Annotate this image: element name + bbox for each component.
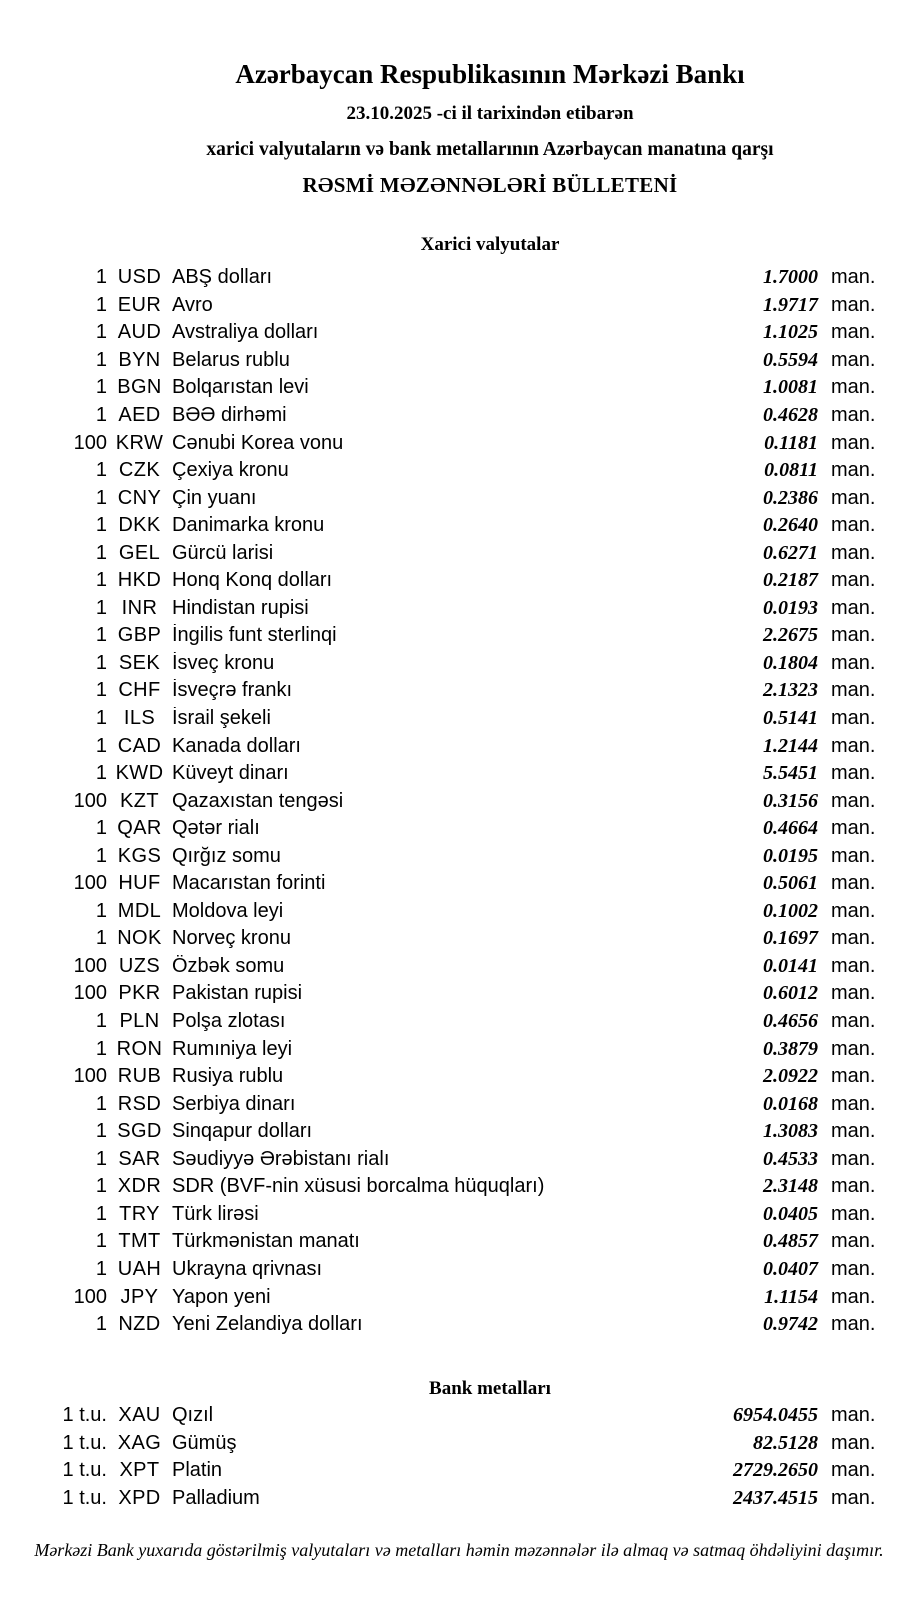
rate-row [0, 484, 881, 512]
currency-name: Kanada dolları [172, 734, 301, 757]
rate-value: 0.2187 [763, 569, 818, 592]
currency-name: Qızıl [172, 1404, 214, 1427]
currency-name: Honq Konq dolları [172, 569, 333, 592]
rate-row [0, 429, 881, 457]
currency-code: XAU [118, 1404, 161, 1427]
quantity-label: 1 [95, 486, 107, 509]
quantity-label: 100 [73, 431, 107, 454]
manat-unit-label: man. [831, 734, 876, 757]
rate-row [0, 1118, 881, 1146]
rate-row [0, 539, 881, 567]
currency-code: NZD [118, 1313, 161, 1336]
quantity-label: 1 [95, 899, 107, 922]
manat-unit-label: man. [831, 789, 876, 812]
manat-unit-label: man. [831, 872, 876, 895]
currency-code: AUD [117, 321, 162, 344]
rate-row [0, 1457, 881, 1485]
quantity-label: 100 [73, 1285, 107, 1308]
rate-row [0, 1283, 881, 1311]
quantity-label: 1 [95, 1230, 107, 1253]
rate-row [0, 980, 881, 1008]
currency-name: Hindistan rupisi [172, 596, 309, 619]
rate-value: 0.1181 [764, 431, 818, 454]
quantity-label: 1 [95, 624, 107, 647]
currency-code: CZK [118, 459, 161, 482]
manat-unit-label: man. [831, 1120, 876, 1143]
currency-name: Yeni Zelandiya dolları [172, 1313, 363, 1336]
rate-value: 5.5451 [763, 762, 818, 785]
rate-value: 0.1002 [763, 899, 818, 922]
rate-row [0, 732, 881, 760]
rate-row [0, 842, 881, 870]
currency-code: XPD [118, 1486, 161, 1509]
rate-row [0, 870, 881, 898]
currency-code: SGD [117, 1120, 162, 1143]
effective-date-line: 23.10.2025 -ci il tarixindən etibarən [346, 103, 634, 124]
rate-row [0, 1146, 881, 1174]
quantity-label: 1 [95, 707, 107, 730]
bulletin-header [62, 58, 918, 198]
manat-unit-label: man. [831, 1285, 876, 1308]
currency-code: SAR [118, 1147, 161, 1170]
rate-value: 0.5061 [763, 872, 818, 895]
currency-name: Pakistan rupisi [172, 982, 303, 1005]
rate-value: 0.4857 [763, 1230, 818, 1253]
quantity-label: 100 [73, 1065, 107, 1088]
quantity-label: 1 [95, 569, 107, 592]
currency-name: ABŞ dolları [172, 266, 273, 289]
manat-unit-label: man. [831, 376, 876, 399]
currency-code: UZS [118, 954, 161, 977]
rate-row [0, 953, 881, 981]
rate-row [0, 1090, 881, 1118]
currency-name: Palladium [172, 1486, 260, 1509]
currency-name: Gümüş [172, 1431, 237, 1454]
official-rates-title: RƏSMİ MƏZƏNNƏLƏRİ BÜLLETENİ [302, 173, 678, 197]
rate-row [0, 1173, 881, 1201]
quantity-label: 1 [95, 1092, 107, 1115]
rate-row [0, 292, 881, 320]
currency-name: Belarus rublu [172, 348, 290, 371]
rate-row [0, 264, 881, 292]
rate-value: 82.5128 [753, 1431, 818, 1454]
bank-metals-table [0, 1402, 881, 1512]
currency-code: KWD [115, 762, 164, 785]
currency-code: ILS [123, 707, 156, 730]
currency-code: TMT [118, 1230, 161, 1253]
rate-row [0, 1008, 881, 1036]
quantity-label: 1 [95, 541, 107, 564]
manat-unit-label: man. [831, 817, 876, 840]
manat-unit-label: man. [831, 1459, 876, 1482]
currency-code: CAD [117, 734, 162, 757]
rate-value: 1.1154 [764, 1285, 818, 1308]
rate-value: 1.3083 [763, 1120, 818, 1143]
manat-unit-label: man. [831, 651, 876, 674]
rate-value: 1.1025 [763, 321, 818, 344]
rate-row [0, 595, 881, 623]
currency-code: RSD [117, 1092, 162, 1115]
quantity-label: 1 t.u. [62, 1486, 107, 1509]
quantity-label: 1 [95, 514, 107, 537]
rate-row [0, 898, 881, 926]
rate-value: 0.3879 [763, 1037, 818, 1060]
currency-code: CNY [117, 486, 162, 509]
rate-value: 0.0141 [763, 954, 818, 977]
currency-code: AED [118, 404, 161, 426]
rate-value: 0.0168 [763, 1092, 818, 1115]
manat-unit-label: man. [831, 348, 876, 371]
currency-name: Qırğız somu [172, 844, 281, 867]
rate-value: 0.0811 [764, 459, 818, 482]
currency-name: Serbiya dinarı [172, 1092, 296, 1115]
manat-unit-label: man. [831, 1010, 876, 1033]
currency-code: NOK [117, 927, 162, 950]
currency-name: Moldova leyi [172, 899, 284, 922]
rate-value: 6954.0455 [733, 1404, 818, 1427]
quantity-label: 1 t.u. [62, 1404, 107, 1427]
rate-row [0, 512, 881, 540]
bulletin-subtitle: xarici valyutaların və bank metallarının Azərbaycan manatına qarşı [206, 139, 774, 160]
rate-value: 0.5141 [763, 707, 818, 730]
currency-name: BƏƏ dirhəmi [172, 404, 287, 426]
currency-code: KGS [117, 844, 162, 867]
currency-name: İsrail şekeli [172, 707, 271, 730]
currency-name: İsveçrə frankı [172, 679, 293, 702]
quantity-label: 100 [73, 872, 107, 895]
currency-code: EUR [117, 293, 162, 316]
quantity-label: 1 [95, 293, 107, 316]
rate-value: 0.3156 [763, 789, 818, 812]
rate-value: 0.0195 [763, 844, 818, 867]
rate-row [0, 1402, 881, 1430]
rate-value: 0.0405 [763, 1202, 818, 1225]
rate-row [0, 650, 881, 678]
rate-row [0, 1201, 881, 1229]
currency-code: JPY [120, 1285, 159, 1308]
rate-row [0, 705, 881, 733]
currency-name: İngilis funt sterlinqi [172, 624, 337, 647]
rate-value: 0.9742 [763, 1313, 818, 1336]
rate-value: 0.4533 [763, 1147, 818, 1170]
manat-unit-label: man. [831, 899, 876, 922]
quantity-label: 1 [95, 459, 107, 482]
currency-name: Çin yuanı [172, 486, 257, 509]
bank-metals-section-title: Bank metalları [429, 1378, 551, 1399]
quantity-label: 1 [95, 1202, 107, 1225]
currency-code: DKK [118, 514, 161, 537]
currency-code: TRY [119, 1202, 160, 1225]
currency-name: Səudiyyə Ərəbistanı rialı [172, 1147, 390, 1170]
currency-code: XPT [119, 1459, 160, 1482]
manat-unit-label: man. [831, 293, 876, 316]
manat-unit-label: man. [831, 321, 876, 344]
currency-code: HUF [118, 872, 161, 895]
quantity-label: 1 [95, 844, 107, 867]
currency-code: RON [116, 1037, 163, 1060]
quantity-label: 1 [95, 762, 107, 785]
rate-row [0, 760, 881, 788]
quantity-label: 1 [95, 348, 107, 371]
quantity-label: 1 [95, 376, 107, 399]
manat-unit-label: man. [831, 982, 876, 1005]
rate-row [0, 374, 881, 402]
manat-unit-label: man. [831, 624, 876, 647]
manat-unit-label: man. [831, 1147, 876, 1170]
currency-code: RUB [117, 1065, 162, 1088]
manat-unit-label: man. [831, 596, 876, 619]
currency-code: PKR [118, 982, 161, 1005]
rate-value: 0.6012 [763, 982, 818, 1005]
rate-value: 0.4656 [763, 1010, 818, 1033]
quantity-label: 1 [95, 817, 107, 840]
rate-row [0, 1485, 881, 1513]
manat-unit-label: man. [831, 762, 876, 785]
manat-unit-label: man. [831, 1257, 876, 1280]
currency-name: Çexiya kronu [172, 459, 289, 482]
quantity-label: 1 [95, 596, 107, 619]
currency-name: Qazaxıstan tengəsi [172, 789, 344, 812]
manat-unit-label: man. [831, 1486, 876, 1509]
rate-value: 1.9717 [763, 293, 818, 316]
rate-row [0, 1430, 881, 1458]
currency-code: PLN [119, 1010, 160, 1033]
quantity-label: 1 [95, 651, 107, 674]
rate-row [0, 1035, 881, 1063]
rate-row [0, 319, 881, 347]
currency-name: Avstraliya dolları [172, 321, 319, 344]
foreign-currencies-section-title: Xarici valyutalar [420, 234, 560, 255]
rate-value: 2.3148 [763, 1175, 818, 1198]
currency-name: Macarıstan forinti [172, 872, 326, 895]
quantity-label: 1 [95, 734, 107, 757]
quantity-label: 1 [95, 321, 107, 344]
currency-code: BGN [117, 376, 162, 399]
rate-row [0, 567, 881, 595]
currency-code: KRW [115, 431, 164, 454]
currency-name: Sinqapur dolları [172, 1120, 313, 1143]
currency-code: QAR [117, 817, 162, 840]
currency-name: Küveyt dinarı [172, 762, 289, 785]
rate-row [0, 1311, 881, 1339]
rate-row [0, 1256, 881, 1284]
currency-name: Avro [172, 293, 213, 316]
currency-code: SEK [118, 651, 161, 674]
manat-unit-label: man. [831, 1230, 876, 1253]
manat-unit-label: man. [831, 707, 876, 730]
quantity-label: 1 [95, 1175, 107, 1198]
rate-value: 0.4628 [763, 404, 818, 426]
currency-code: BYN [118, 348, 161, 371]
manat-unit-label: man. [831, 1202, 876, 1225]
manat-unit-label: man. [831, 266, 876, 289]
rate-value: 0.2640 [763, 514, 818, 537]
currency-code: KZT [120, 789, 159, 812]
manat-unit-label: man. [831, 1175, 876, 1198]
currency-name: Rusiya rublu [172, 1065, 284, 1088]
currency-code: USD [117, 266, 162, 289]
currency-name: Norveç kronu [172, 927, 291, 950]
rate-value: 2729.2650 [733, 1459, 818, 1482]
manat-unit-label: man. [831, 1037, 876, 1060]
rate-row [0, 457, 881, 485]
currency-code: XAG [117, 1431, 162, 1454]
rate-value: 0.6271 [763, 541, 818, 564]
rate-value: 2.0922 [763, 1065, 818, 1088]
rate-value: 1.0081 [763, 376, 818, 399]
quantity-label: 1 [95, 1037, 107, 1060]
currency-name: Özbək somu [172, 954, 285, 977]
manat-unit-label: man. [831, 459, 876, 482]
manat-unit-label: man. [831, 844, 876, 867]
currency-name: Bolqarıstan levi [172, 376, 309, 399]
rate-row [0, 1228, 881, 1256]
rate-row [0, 787, 881, 815]
currency-code: INR [121, 596, 158, 619]
manat-unit-label: man. [831, 1313, 876, 1336]
quantity-label: 100 [73, 789, 107, 812]
manat-unit-label: man. [831, 431, 876, 454]
manat-unit-label: man. [831, 541, 876, 564]
quantity-label: 1 [95, 1147, 107, 1170]
rate-value: 1.2144 [763, 734, 818, 757]
currency-code: HKD [117, 569, 162, 592]
currency-code: MDL [117, 899, 162, 922]
currency-name: Platin [172, 1459, 223, 1482]
currency-code: GBP [117, 624, 162, 647]
rate-value: 0.5594 [763, 348, 818, 371]
currency-code: UAH [117, 1257, 162, 1280]
bank-name-title: Azərbaycan Respublikasının Mərkəzi Bankı [235, 59, 745, 89]
currency-code: GEL [118, 541, 161, 564]
rate-row [0, 677, 881, 705]
quantity-label: 1 [95, 1010, 107, 1033]
disclaimer-text: Mərkəzi Bank yuxarıda göstərilmiş valyutaları və metalları həmin məzənnələr ilə almaq və satmaq öhdəliyini daşımır. [34, 1540, 884, 1560]
manat-unit-label: man. [831, 1092, 876, 1115]
rate-value: 0.2386 [763, 486, 818, 509]
quantity-label: 1 [95, 266, 107, 289]
rate-row [0, 402, 881, 430]
manat-unit-label: man. [831, 954, 876, 977]
manat-unit-label: man. [831, 569, 876, 592]
currency-name: Rumıniya leyi [172, 1037, 293, 1060]
currency-name: Yapon yeni [172, 1285, 271, 1308]
manat-unit-label: man. [831, 486, 876, 509]
rate-row [0, 347, 881, 375]
quantity-label: 100 [73, 982, 107, 1005]
currency-name: Gürcü larisi [172, 541, 274, 564]
currency-name: Polşa zlotası [172, 1010, 286, 1033]
currency-name: Danimarka kronu [172, 514, 325, 537]
rate-value: 0.4664 [763, 817, 818, 840]
rate-value: 0.0193 [763, 596, 818, 619]
manat-unit-label: man. [831, 404, 876, 426]
rate-row [0, 1063, 881, 1091]
quantity-label: 1 [95, 679, 107, 702]
currency-code: XDR [117, 1175, 162, 1198]
currency-name: Cənubi Korea vonu [172, 431, 344, 454]
foreign-currencies-table [0, 264, 881, 1338]
currency-name: SDR (BVF-nin xüsusi borcalma hüquqları) [172, 1175, 545, 1198]
quantity-label: 1 [95, 1120, 107, 1143]
currency-name: Türkmənistan manatı [172, 1230, 360, 1253]
rate-value: 2437.4515 [733, 1486, 818, 1509]
quantity-label: 1 [95, 1313, 107, 1336]
quantity-label: 100 [73, 954, 107, 977]
quantity-label: 1 [95, 927, 107, 950]
quantity-label: 1 [95, 404, 107, 426]
rate-value: 2.2675 [763, 624, 818, 647]
currency-name: Qətər rialı [172, 817, 260, 840]
rate-value: 1.7000 [763, 266, 818, 289]
manat-unit-label: man. [831, 679, 876, 702]
manat-unit-label: man. [831, 514, 876, 537]
quantity-label: 1 t.u. [62, 1459, 107, 1482]
rate-value: 0.0407 [763, 1257, 818, 1280]
quantity-label: 1 t.u. [62, 1431, 107, 1454]
manat-unit-label: man. [831, 1065, 876, 1088]
manat-unit-label: man. [831, 1431, 876, 1454]
currency-code: CHF [118, 679, 161, 702]
currency-name: İsveç kronu [172, 651, 275, 674]
manat-unit-label: man. [831, 927, 876, 950]
rate-row [0, 815, 881, 843]
rate-value: 0.1804 [763, 651, 818, 674]
currency-name: Ukrayna qrivnası [172, 1257, 323, 1280]
manat-unit-label: man. [831, 1404, 876, 1427]
rate-row [0, 925, 881, 953]
quantity-label: 1 [95, 1257, 107, 1280]
rate-value: 0.1697 [763, 927, 818, 950]
currency-name: Türk lirəsi [172, 1202, 259, 1225]
rate-row [0, 622, 881, 650]
rate-value: 2.1323 [763, 679, 818, 702]
